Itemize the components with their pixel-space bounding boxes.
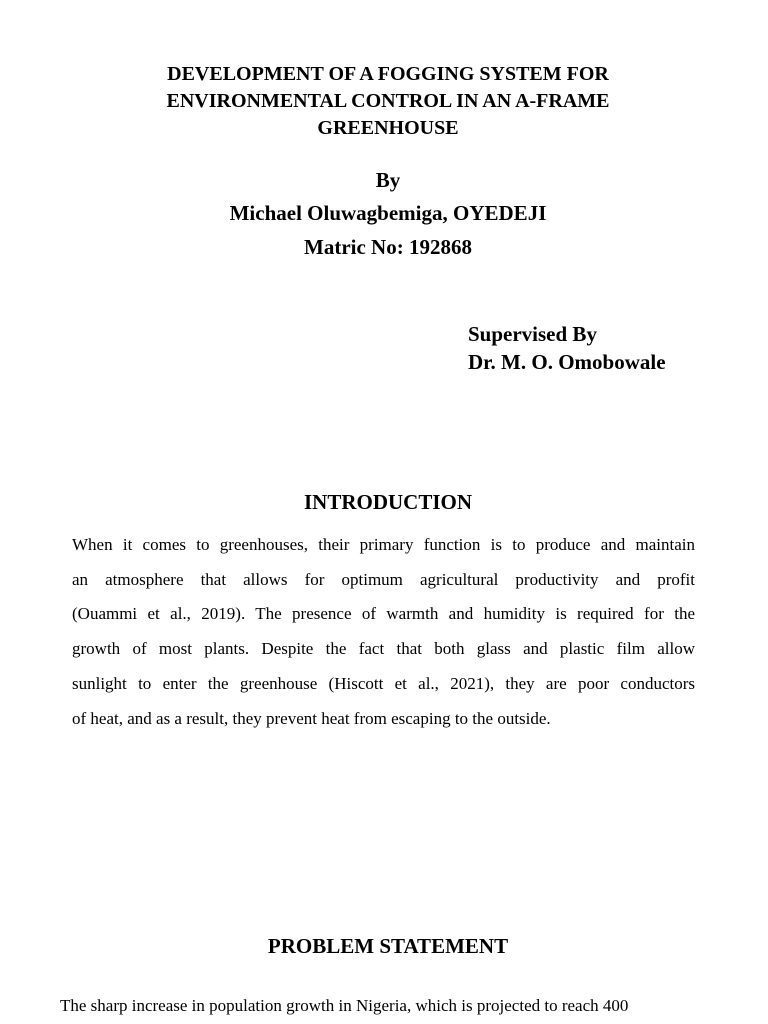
paragraph-line: growth of most plants. Despite the fact that both glass and plastic film allow — [72, 639, 695, 659]
title-line-1: DEVELOPMENT OF A FOGGING SYSTEM FOR — [167, 63, 609, 85]
problem-statement-heading: PROBLEM STATEMENT — [267, 934, 509, 958]
author-name: Michael Oluwagbemiga, OYEDEJI — [229, 201, 547, 225]
by-label: By — [375, 168, 401, 192]
document-title — [110, 61, 666, 142]
supervisor-block — [468, 320, 666, 376]
paragraph-line: of heat, and as a result, they prevent heat from escaping to the outside. — [72, 708, 551, 728]
paragraph-line: an atmosphere that allows for optimum agricultural productivity and profit — [72, 569, 695, 589]
paragraph-line: (Ouammi et al., 2019). The presence of warmth and humidity is required for the — [72, 604, 695, 624]
supervisor-name: Dr. M. O. Omobowale — [468, 350, 666, 374]
introduction-heading: INTRODUCTION — [303, 490, 473, 514]
paragraph-line: When it comes to greenhouses, their primary function is to produce and maintain — [72, 535, 695, 554]
problem-statement-paragraph: The sharp increase in population growth in Nigeria, which is projected to reach 400 — [60, 996, 629, 1015]
paragraph-line: sunlight to enter the greenhouse (Hiscott et al., 2021), they are poor conductors — [72, 673, 695, 693]
title-line-2: ENVIRONMENTAL CONTROL IN AN A-FRAME — [166, 90, 610, 112]
supervisor-label: Supervised By — [468, 322, 597, 346]
matric-number: Matric No: 192868 — [304, 235, 472, 259]
introduction-paragraph — [72, 528, 695, 736]
title-line-3: GREENHOUSE — [317, 117, 459, 139]
